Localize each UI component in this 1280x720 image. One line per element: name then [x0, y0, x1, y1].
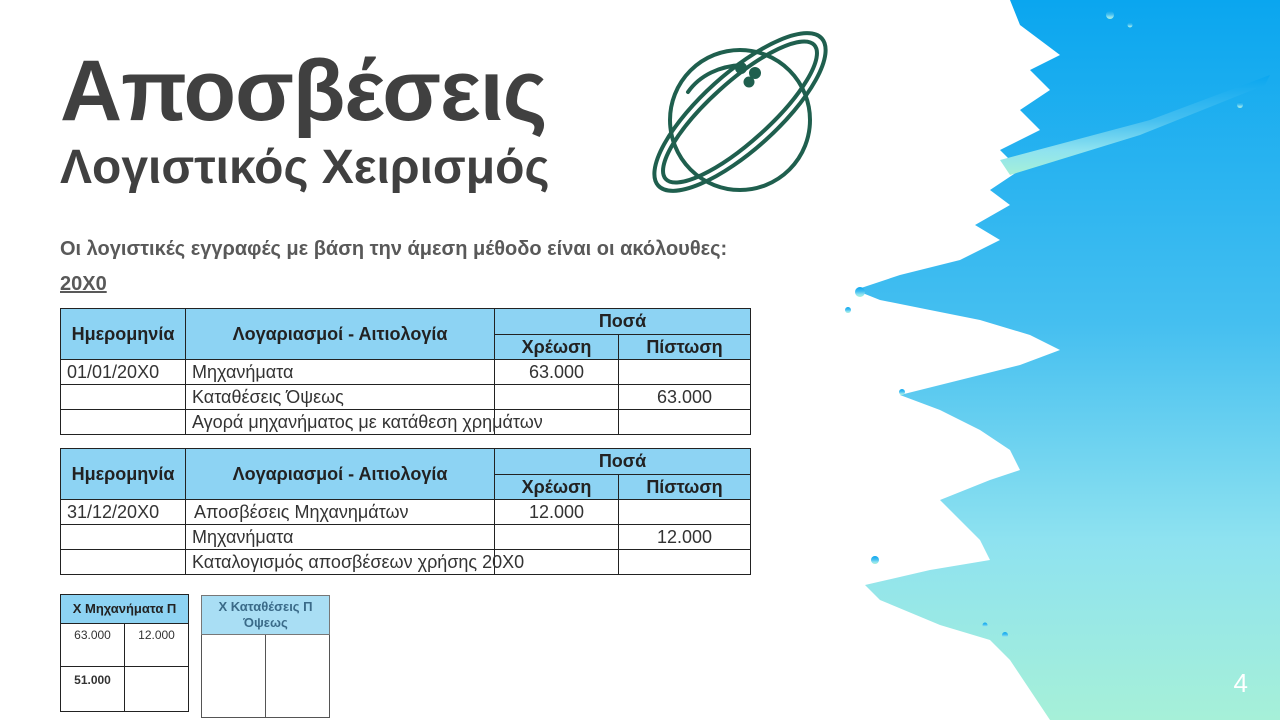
header-credit: Πίστωση: [619, 475, 751, 500]
debit-amount: 12.000: [495, 500, 619, 525]
table-row: [61, 360, 751, 385]
table-row: [61, 500, 751, 525]
credit-account: Μηχανήματα: [186, 525, 495, 550]
t-credit-value: 12.000: [125, 624, 189, 667]
paint-splash: [845, 0, 1280, 720]
entry-description: Καταλογισμός αποσβέσεων χρήσης 20Χ0: [186, 550, 495, 575]
empty-cell: [619, 410, 751, 435]
entry-date: 01/01/20Χ0: [61, 360, 186, 385]
t-account-header: Χ Μηχανήματα Π: [61, 595, 189, 624]
empty-cell: [619, 550, 751, 575]
header-accounts: Λογαριασμοί - Αιτιολογία: [186, 449, 495, 500]
header-accounts: Λογαριασμοί - Αιτιολογία: [186, 309, 495, 360]
page-number: 4: [1233, 668, 1248, 698]
t-account-header-line2: Όψεως: [243, 615, 288, 630]
header-amounts: Ποσά: [495, 449, 751, 475]
empty-cell: [61, 385, 186, 410]
journal-entry-2: [60, 448, 751, 575]
empty-cell: [495, 385, 619, 410]
credit-amount: 12.000: [619, 525, 751, 550]
empty-cell: [619, 500, 751, 525]
t-balance-value: 51.000: [61, 667, 125, 712]
t-debit-value: 63.000: [61, 624, 125, 667]
table-row: [61, 550, 751, 575]
empty-cell: [125, 667, 189, 712]
debit-account: Μηχανήματα: [186, 360, 495, 385]
debit-amount: 63.000: [495, 360, 619, 385]
empty-cell: [619, 360, 751, 385]
table-row: [61, 410, 751, 435]
empty-cell: [61, 410, 186, 435]
header-date: Ημερομηνία: [61, 309, 186, 360]
journal-entry-1: [60, 308, 751, 435]
header-date: Ημερομηνία: [61, 449, 186, 500]
empty-cell: [266, 635, 330, 718]
entry-description: Αγορά μηχανήματος με κατάθεση χρημάτων: [186, 410, 495, 435]
planet-icon: [633, 10, 847, 214]
page-subtitle: Λογιστικός Χειρισμός: [60, 141, 550, 194]
empty-cell: [61, 525, 186, 550]
t-account-machines: [60, 594, 189, 712]
header-debit: Χρέωση: [495, 475, 619, 500]
credit-account: Καταθέσεις Όψεως: [186, 385, 495, 410]
credit-amount: 63.000: [619, 385, 751, 410]
table-row: [61, 525, 751, 550]
page-title: Αποσβέσεις: [60, 43, 547, 139]
header-credit: Πίστωση: [619, 335, 751, 360]
empty-cell: [61, 550, 186, 575]
table-row: [61, 385, 751, 410]
empty-cell: [495, 525, 619, 550]
debit-account: Αποσβέσεις Μηχανημάτων: [186, 500, 495, 525]
intro-text: Οι λογιστικές εγγραφές με βάση την άμεση μέθοδο είναι οι ακόλουθες:: [60, 238, 728, 260]
t-account-header-line1: Χ Καταθέσεις Π: [218, 599, 313, 615]
empty-cell: [202, 635, 266, 718]
t-account-deposits: [201, 595, 330, 718]
t-account-header: [202, 596, 330, 635]
year-label: 20Χ0: [60, 273, 107, 295]
header-amounts: Ποσά: [495, 309, 751, 335]
header-debit: Χρέωση: [495, 335, 619, 360]
entry-date: 31/12/20Χ0: [61, 500, 186, 525]
